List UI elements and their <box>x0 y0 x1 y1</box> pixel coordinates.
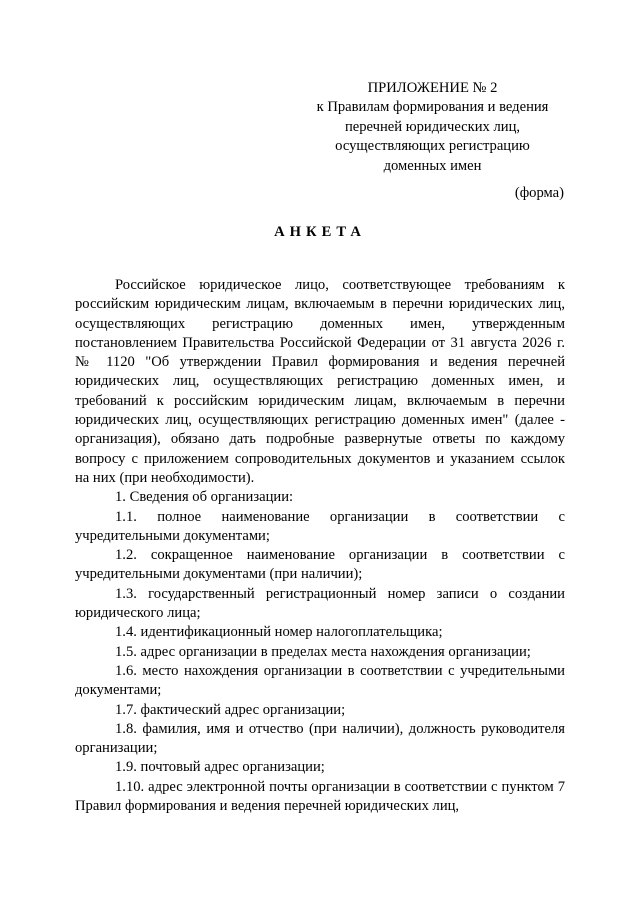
appendix-header <box>300 79 565 176</box>
list-item: 1.6. место нахождения организации в соответствии с учредительными документами; <box>75 662 565 699</box>
appendix-line: к Правилам формирования и ведения <box>316 99 549 116</box>
section-heading: 1. Сведения об организации: <box>115 489 294 506</box>
intro-paragraph: Российское юридическое лицо, соответствующее требованиям к российским юридическим лицам, включаемым в перечни юридических лиц, осуществляющих регистрацию доменных имен, утвержденным постановлением Правительства Российской Федерации от 31 августа 2026 г. № 1120 "Об утверждении Правил формирования и ведения перечней юридических лиц, осуществляющих регистрацию доменных имен, и требований к российским юридическим лицам, включаемым в перечни юридических лиц, осуществляющих регистрацию доменных имен" (далее - организация), обязано дать подробные развернутые ответы по каждому вопросу с приложением сопроводительных документов и указанием ссылок на них (при необходимости). <box>75 277 565 486</box>
list-item: 1.3. государственный регистрационный номер записи о создании юридического лица; <box>75 585 565 622</box>
document-title: АНКЕТА <box>274 224 366 240</box>
list-item: 1.4. идентификационный номер налогоплательщика; <box>115 624 443 641</box>
list-item: 1.7. фактический адрес организации; <box>115 701 346 718</box>
list-item: 1.5. адрес организации в пределах места нахождения организации; <box>115 643 531 660</box>
appendix-line: доменных имен <box>383 157 482 174</box>
list-item: 1.9. почтовый адрес организации; <box>115 759 325 776</box>
form-note: (форма) <box>514 185 564 201</box>
document-body <box>75 276 565 816</box>
appendix-line: осуществляющих регистрацию <box>335 138 530 155</box>
list-item: 1.1. полное наименование организации в соответствии с учредительными документами; <box>75 508 565 544</box>
list-item: 1.8. фамилия, имя и отчество (при наличии), должность руководителя организации; <box>75 720 565 757</box>
list-item: 1.10. адрес электронной почты организации в соответствии с пунктом 7 Правил формирования и ведения перечней юридических лиц, <box>75 778 565 815</box>
list-item: 1.2. сокращенное наименование организации в соответствии с учредительными документами (при наличии); <box>75 547 565 583</box>
appendix-number: ПРИЛОЖЕНИЕ № 2 <box>367 80 498 96</box>
appendix-line: перечней юридических лиц, <box>344 118 521 135</box>
